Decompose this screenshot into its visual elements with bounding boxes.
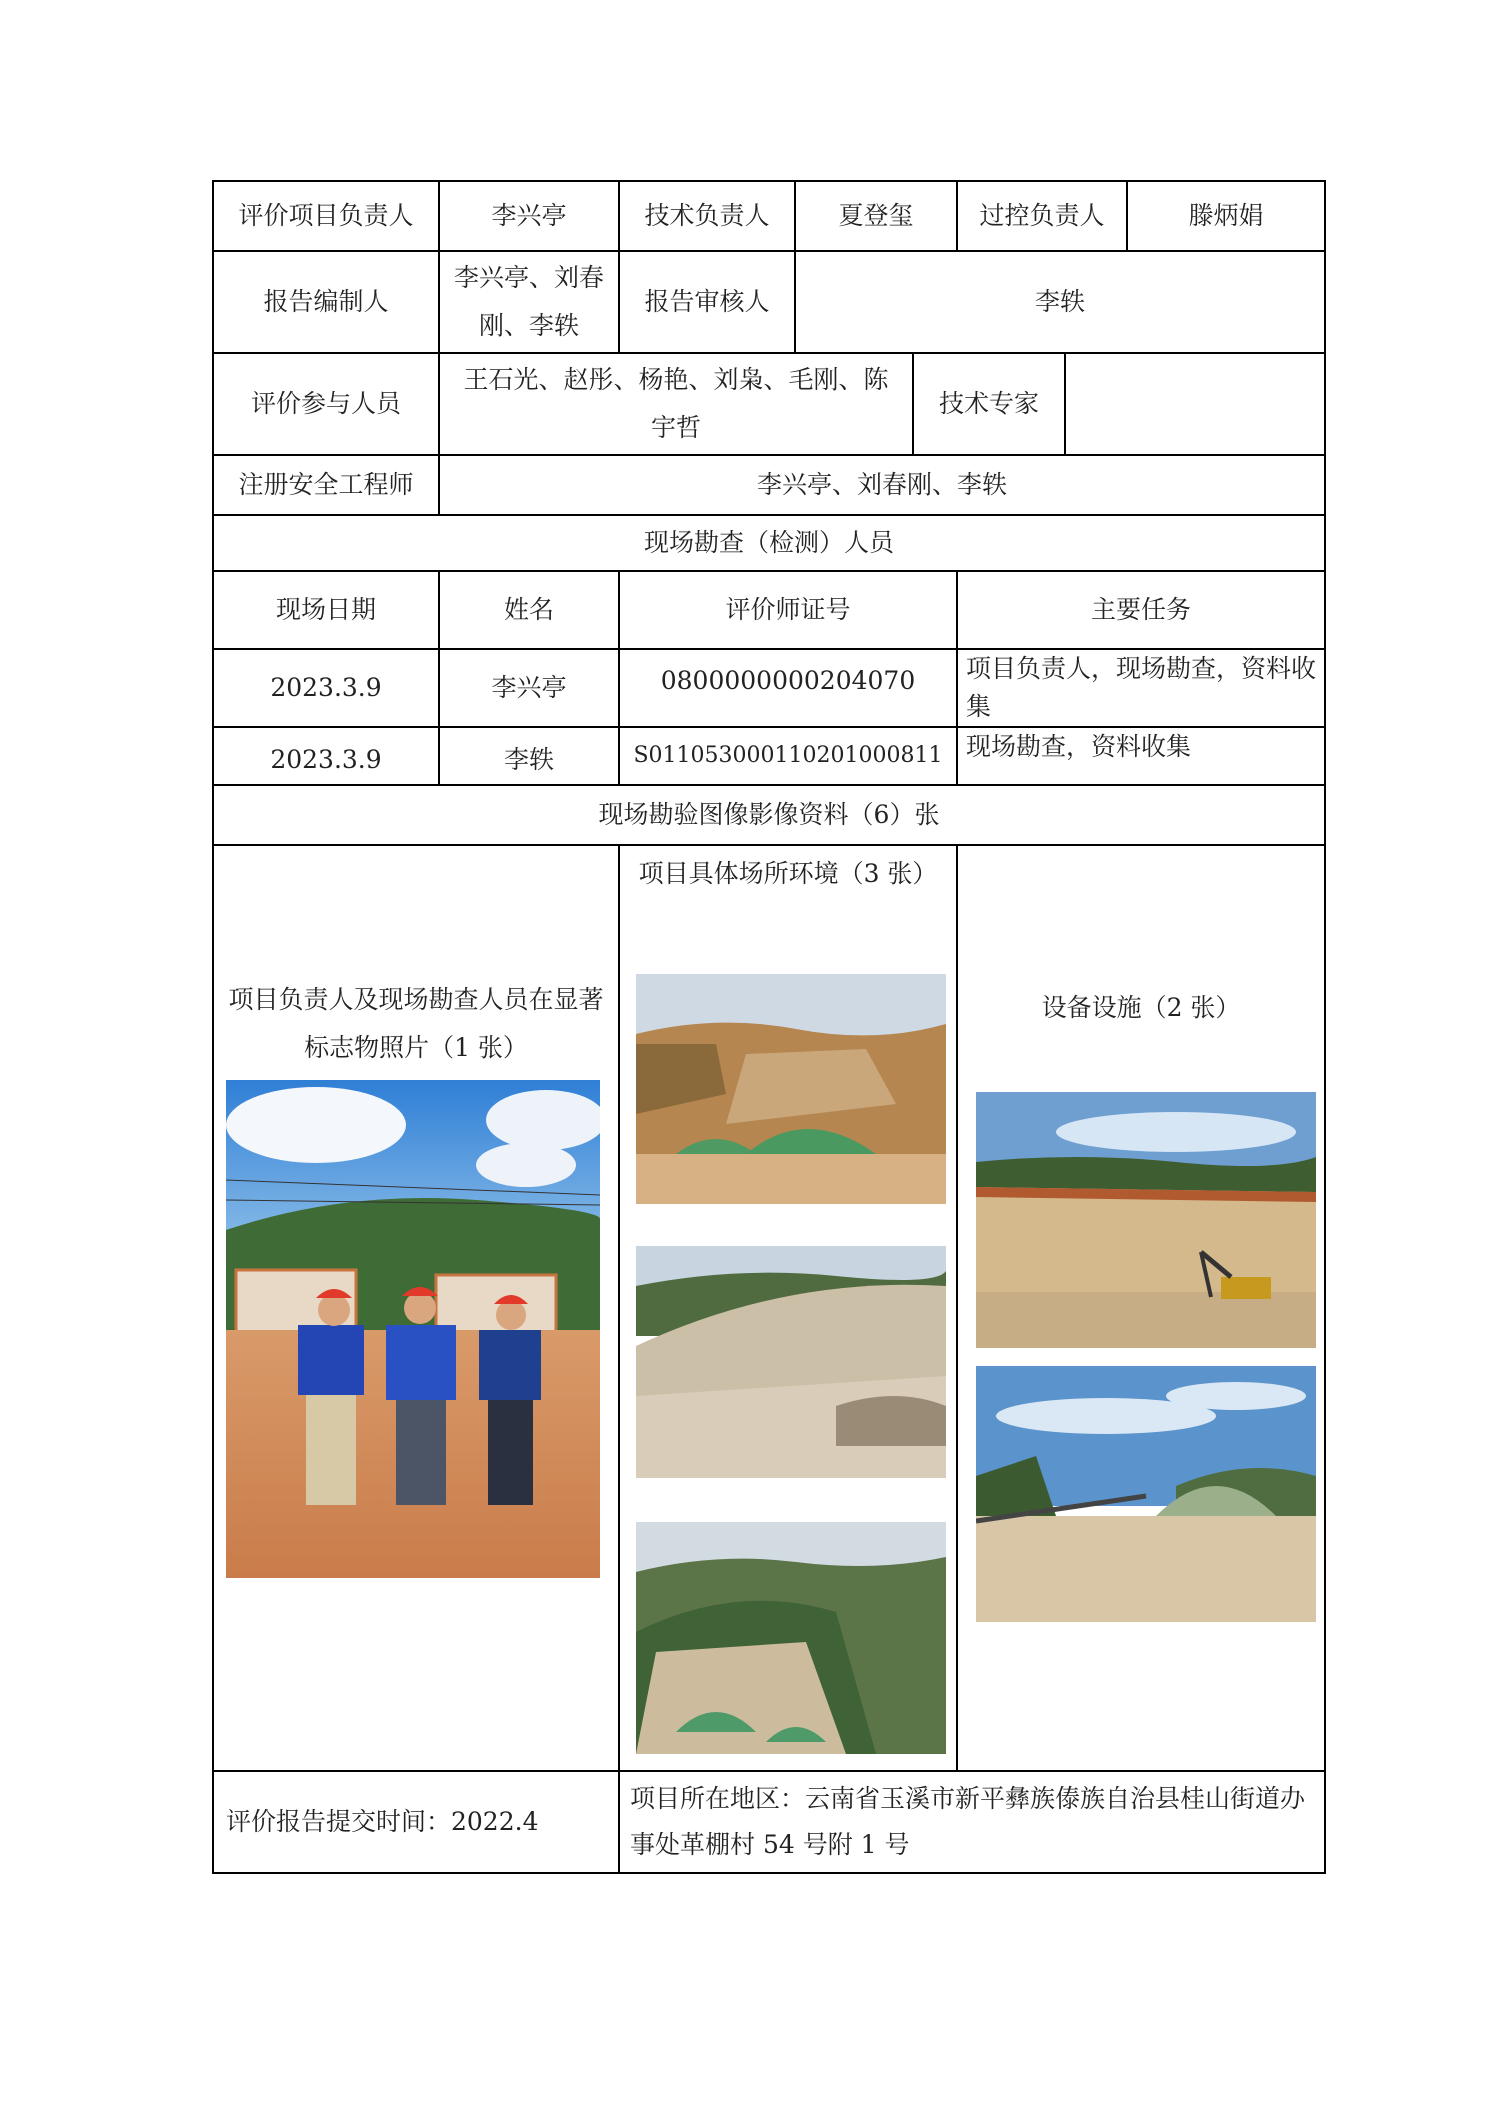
table-border-right bbox=[1324, 180, 1326, 1874]
survey-header-task: 主要任务 bbox=[1090, 595, 1191, 624]
expert-label: 技术专家 bbox=[938, 389, 1039, 418]
project-location: 项目所在地区：云南省玉溪市新平彝族傣族自治县桂山街道办事处革棚村 54 号附 1 号 bbox=[630, 1784, 1306, 1859]
leader-name: 李兴亭 bbox=[491, 201, 567, 230]
survey-header-name: 姓名 bbox=[503, 595, 554, 624]
leader-label: 评价项目负责人 bbox=[238, 201, 414, 230]
site-photo-1 bbox=[636, 974, 946, 1204]
author-label: 报告编制人 bbox=[263, 287, 389, 316]
participants-label: 评价参与人员 bbox=[250, 389, 401, 418]
survey-header-cert: 评价师证号 bbox=[725, 595, 851, 624]
process-label: 过控负责人 bbox=[979, 201, 1105, 230]
col1-caption: 项目负责人及现场勘查人员在显著标志物照片（1 张） bbox=[228, 985, 604, 1062]
submit-time: 评价报告提交时间：2022.4 bbox=[226, 1807, 539, 1836]
survey-row-name: 李轶 bbox=[503, 745, 554, 774]
participants-names: 王石光、赵彤、杨艳、刘枭、毛刚、陈宇哲 bbox=[463, 365, 889, 442]
survey-header-date: 现场日期 bbox=[275, 595, 376, 624]
engineer-label: 注册安全工程师 bbox=[238, 470, 414, 499]
equipment-photo-2 bbox=[976, 1366, 1316, 1622]
survey-row-task: 现场勘查，资料收集 bbox=[966, 732, 1192, 761]
process-name: 滕炳娟 bbox=[1188, 201, 1264, 230]
tech-name: 夏登玺 bbox=[838, 201, 914, 230]
reviewer-name: 李轶 bbox=[1034, 287, 1085, 316]
table-border-bottom bbox=[212, 1872, 1326, 1874]
site-photo-2 bbox=[636, 1246, 946, 1478]
equipment-photo-1 bbox=[976, 1092, 1316, 1348]
expert-name bbox=[1066, 354, 1324, 454]
survey-row-name: 李兴亭 bbox=[491, 673, 567, 702]
survey-row-date: 2023.3.9 bbox=[270, 745, 382, 774]
col2-caption: 项目具体场所环境（3 张） bbox=[638, 859, 938, 888]
col3-caption: 设备设施（2 张） bbox=[1041, 993, 1241, 1022]
team-photo bbox=[226, 1080, 600, 1578]
reviewer-label: 报告审核人 bbox=[644, 287, 770, 316]
survey-row-cert: S011053000110201000811 bbox=[633, 743, 943, 768]
survey-row-cert: 0800000000204070 bbox=[660, 666, 916, 695]
col-divider bbox=[618, 844, 620, 1874]
survey-row-task: 项目负责人，现场勘查，资料收集 bbox=[966, 654, 1317, 721]
survey-title: 现场勘查（检测）人员 bbox=[643, 528, 894, 557]
images-title: 现场勘验图像影像资料（6）张 bbox=[598, 800, 940, 829]
engineer-names: 李兴亭、刘春刚、李轶 bbox=[756, 470, 1007, 499]
author-names: 李兴亭、刘春刚、李轶 bbox=[454, 263, 605, 340]
tech-label: 技术负责人 bbox=[644, 201, 770, 230]
survey-row-date: 2023.3.9 bbox=[270, 673, 382, 702]
site-photo-3 bbox=[636, 1522, 946, 1754]
row-divider bbox=[212, 844, 1326, 846]
